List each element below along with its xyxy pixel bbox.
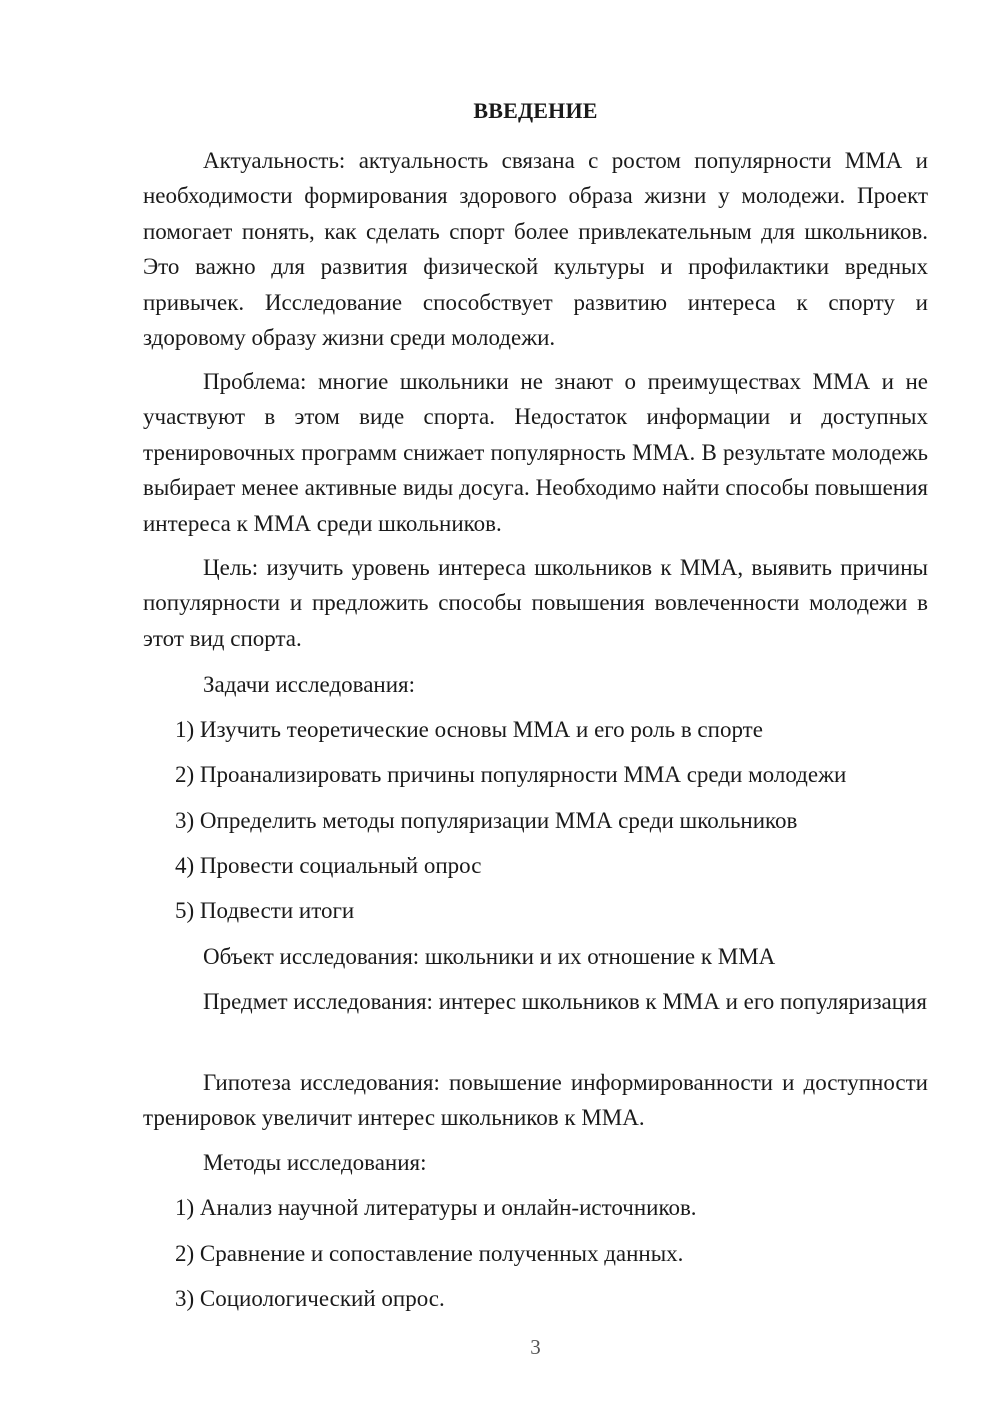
- page-title: ВВЕДЕНИЕ: [473, 98, 598, 123]
- method-item: 1) Анализ научной литературы и онлайн-источников.: [175, 1195, 697, 1220]
- problem-paragraph: Проблема: многие школьники не знают о преимуществах ММА и не участвуют в этом виде спорта. Недостаток информации и доступных тренировочных программ снижает популярность ММА. В результате молодежь выбирает менее активные виды досуга. Необходимо найти способы повышения интереса к ММА среди школьников.: [143, 369, 928, 536]
- tasks-heading: Задачи исследования:: [203, 672, 416, 697]
- method-item: 3) Социологический опрос.: [175, 1286, 445, 1311]
- task-item: 2) Проанализировать причины популярности ММА среди молодежи: [175, 762, 847, 787]
- research-object: Объект исследования: школьники и их отношение к ММА: [203, 944, 776, 969]
- task-item: 3) Определить методы популяризации ММА среди школьников: [175, 808, 798, 833]
- relevance-paragraph: Актуальность: актуальность связана с ростом популярности ММА и необходимости формирования здорового образа жизни у молодежи. Проект помогает понять, как сделать спорт более привлекательным для школьников. Это важно для развития физической культуры и профилактики вредных привычек. Исследование способствует развитию интереса к спорту и здоровому образу жизни среди молодежи.: [143, 148, 928, 351]
- method-item: 2) Сравнение и сопоставление полученных данных.: [175, 1241, 684, 1266]
- page-number: 3: [530, 1335, 541, 1359]
- goal-paragraph: Цель: изучить уровень интереса школьников к ММА, выявить причины популярности и предложить способы повышения вовлеченности молодежи в этот вид спорта.: [143, 555, 928, 651]
- document-page: [143, 0, 928, 1414]
- task-item: 4) Провести социальный опрос: [175, 853, 482, 878]
- task-item: 1) Изучить теоретические основы ММА и его роль в спорте: [175, 717, 763, 742]
- research-subject: Предмет исследования: интерес школьников к ММА и его популяризация: [203, 989, 927, 1014]
- task-item: 5) Подвести итоги: [175, 898, 355, 923]
- methods-heading: Методы исследования:: [203, 1150, 427, 1175]
- research-hypothesis: Гипотеза исследования: повышение информированности и доступности тренировок увеличит интерес школьников к ММА.: [143, 1070, 928, 1131]
